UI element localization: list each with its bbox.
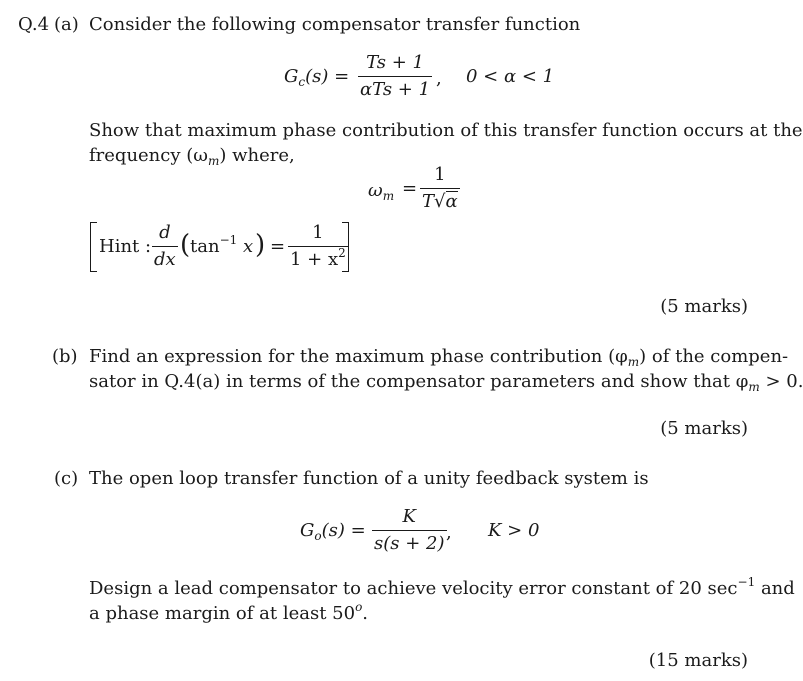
hint-right-bracket <box>342 222 349 272</box>
wm-fraction-bar <box>420 188 460 189</box>
gc-condition: 0 < α < 1 <box>466 66 555 87</box>
part-c-label: (c) <box>54 468 79 489</box>
wm-numerator: 1 <box>434 164 446 185</box>
part-c-text-line2: a phase margin of at least 50$^o$. <box>89 600 369 624</box>
part-c-marks: (15 marks) <box>648 650 748 671</box>
part-a-marks: (5 marks) <box>660 296 748 317</box>
hint-derivative <box>152 224 178 269</box>
hint-open-paren: ( <box>180 230 191 260</box>
part-b-text-line1: Find an expression for the maximum phase contribution $(\varphi_m)$ of the compen- <box>89 346 789 369</box>
wm-fraction <box>420 166 460 211</box>
hint-tan: $\tan^{-1} x$ <box>190 233 254 257</box>
part-a-text-line2: frequency $(\omega_m)$ where, <box>89 145 295 168</box>
part-a-intro: Consider the following compensator transfer function <box>89 14 581 35</box>
wm-lhs: $\omega_m$ <box>368 180 395 203</box>
go-fraction <box>372 508 447 553</box>
gc-comma: , <box>436 68 442 89</box>
part-b-marks: (5 marks) <box>660 418 748 439</box>
part-c-intro: The open loop transfer function of a unity feedback system is <box>89 468 649 489</box>
gc-numerator: Ts + 1 <box>366 52 424 73</box>
hint-left-bracket <box>90 222 97 272</box>
question-number: Q.4 <box>18 14 50 35</box>
wm-denominator: T√α <box>422 191 458 212</box>
gc-denominator: αTs + 1 <box>360 79 431 100</box>
go-condition: K > 0 <box>488 520 540 541</box>
sqrt-symbol: √α <box>434 191 458 212</box>
hint-denominator: $1 + x^2$ <box>290 246 346 270</box>
hint-dx: dx <box>154 249 176 270</box>
wm-equals: = <box>402 178 418 199</box>
go-lhs: $G_o(s)$ = <box>300 520 366 543</box>
part-b-text-line2: sator in Q.4(a) in terms of the compensator parameters and show that $\varphi_m > 0$. <box>89 371 803 394</box>
hint-close-paren: ) <box>255 230 266 260</box>
hint-equals: = <box>270 236 286 257</box>
go-fraction-bar <box>372 530 447 531</box>
go-numerator: K <box>402 506 416 527</box>
gc-fraction <box>358 54 432 99</box>
part-b-label: (b) <box>52 346 78 367</box>
gc-fraction-bar <box>358 76 432 77</box>
hint-fraction <box>288 224 348 269</box>
part-a-label: (a) <box>54 14 79 35</box>
part-c-text-line1: Design a lead compensator to achieve velocity error constant of 20 $\sec^{-1}$ and <box>89 575 795 599</box>
go-denominator: s(s + 2) <box>374 533 445 554</box>
gc-lhs: $G_c(s)$ = <box>284 66 350 89</box>
part-a-text-line1: Show that maximum phase contribution of this transfer function occurs at the <box>89 120 803 141</box>
hint-label: Hint : <box>99 236 152 257</box>
hint-numerator: 1 <box>312 222 324 243</box>
hint-d: d <box>159 222 171 243</box>
go-comma: , <box>446 522 452 543</box>
